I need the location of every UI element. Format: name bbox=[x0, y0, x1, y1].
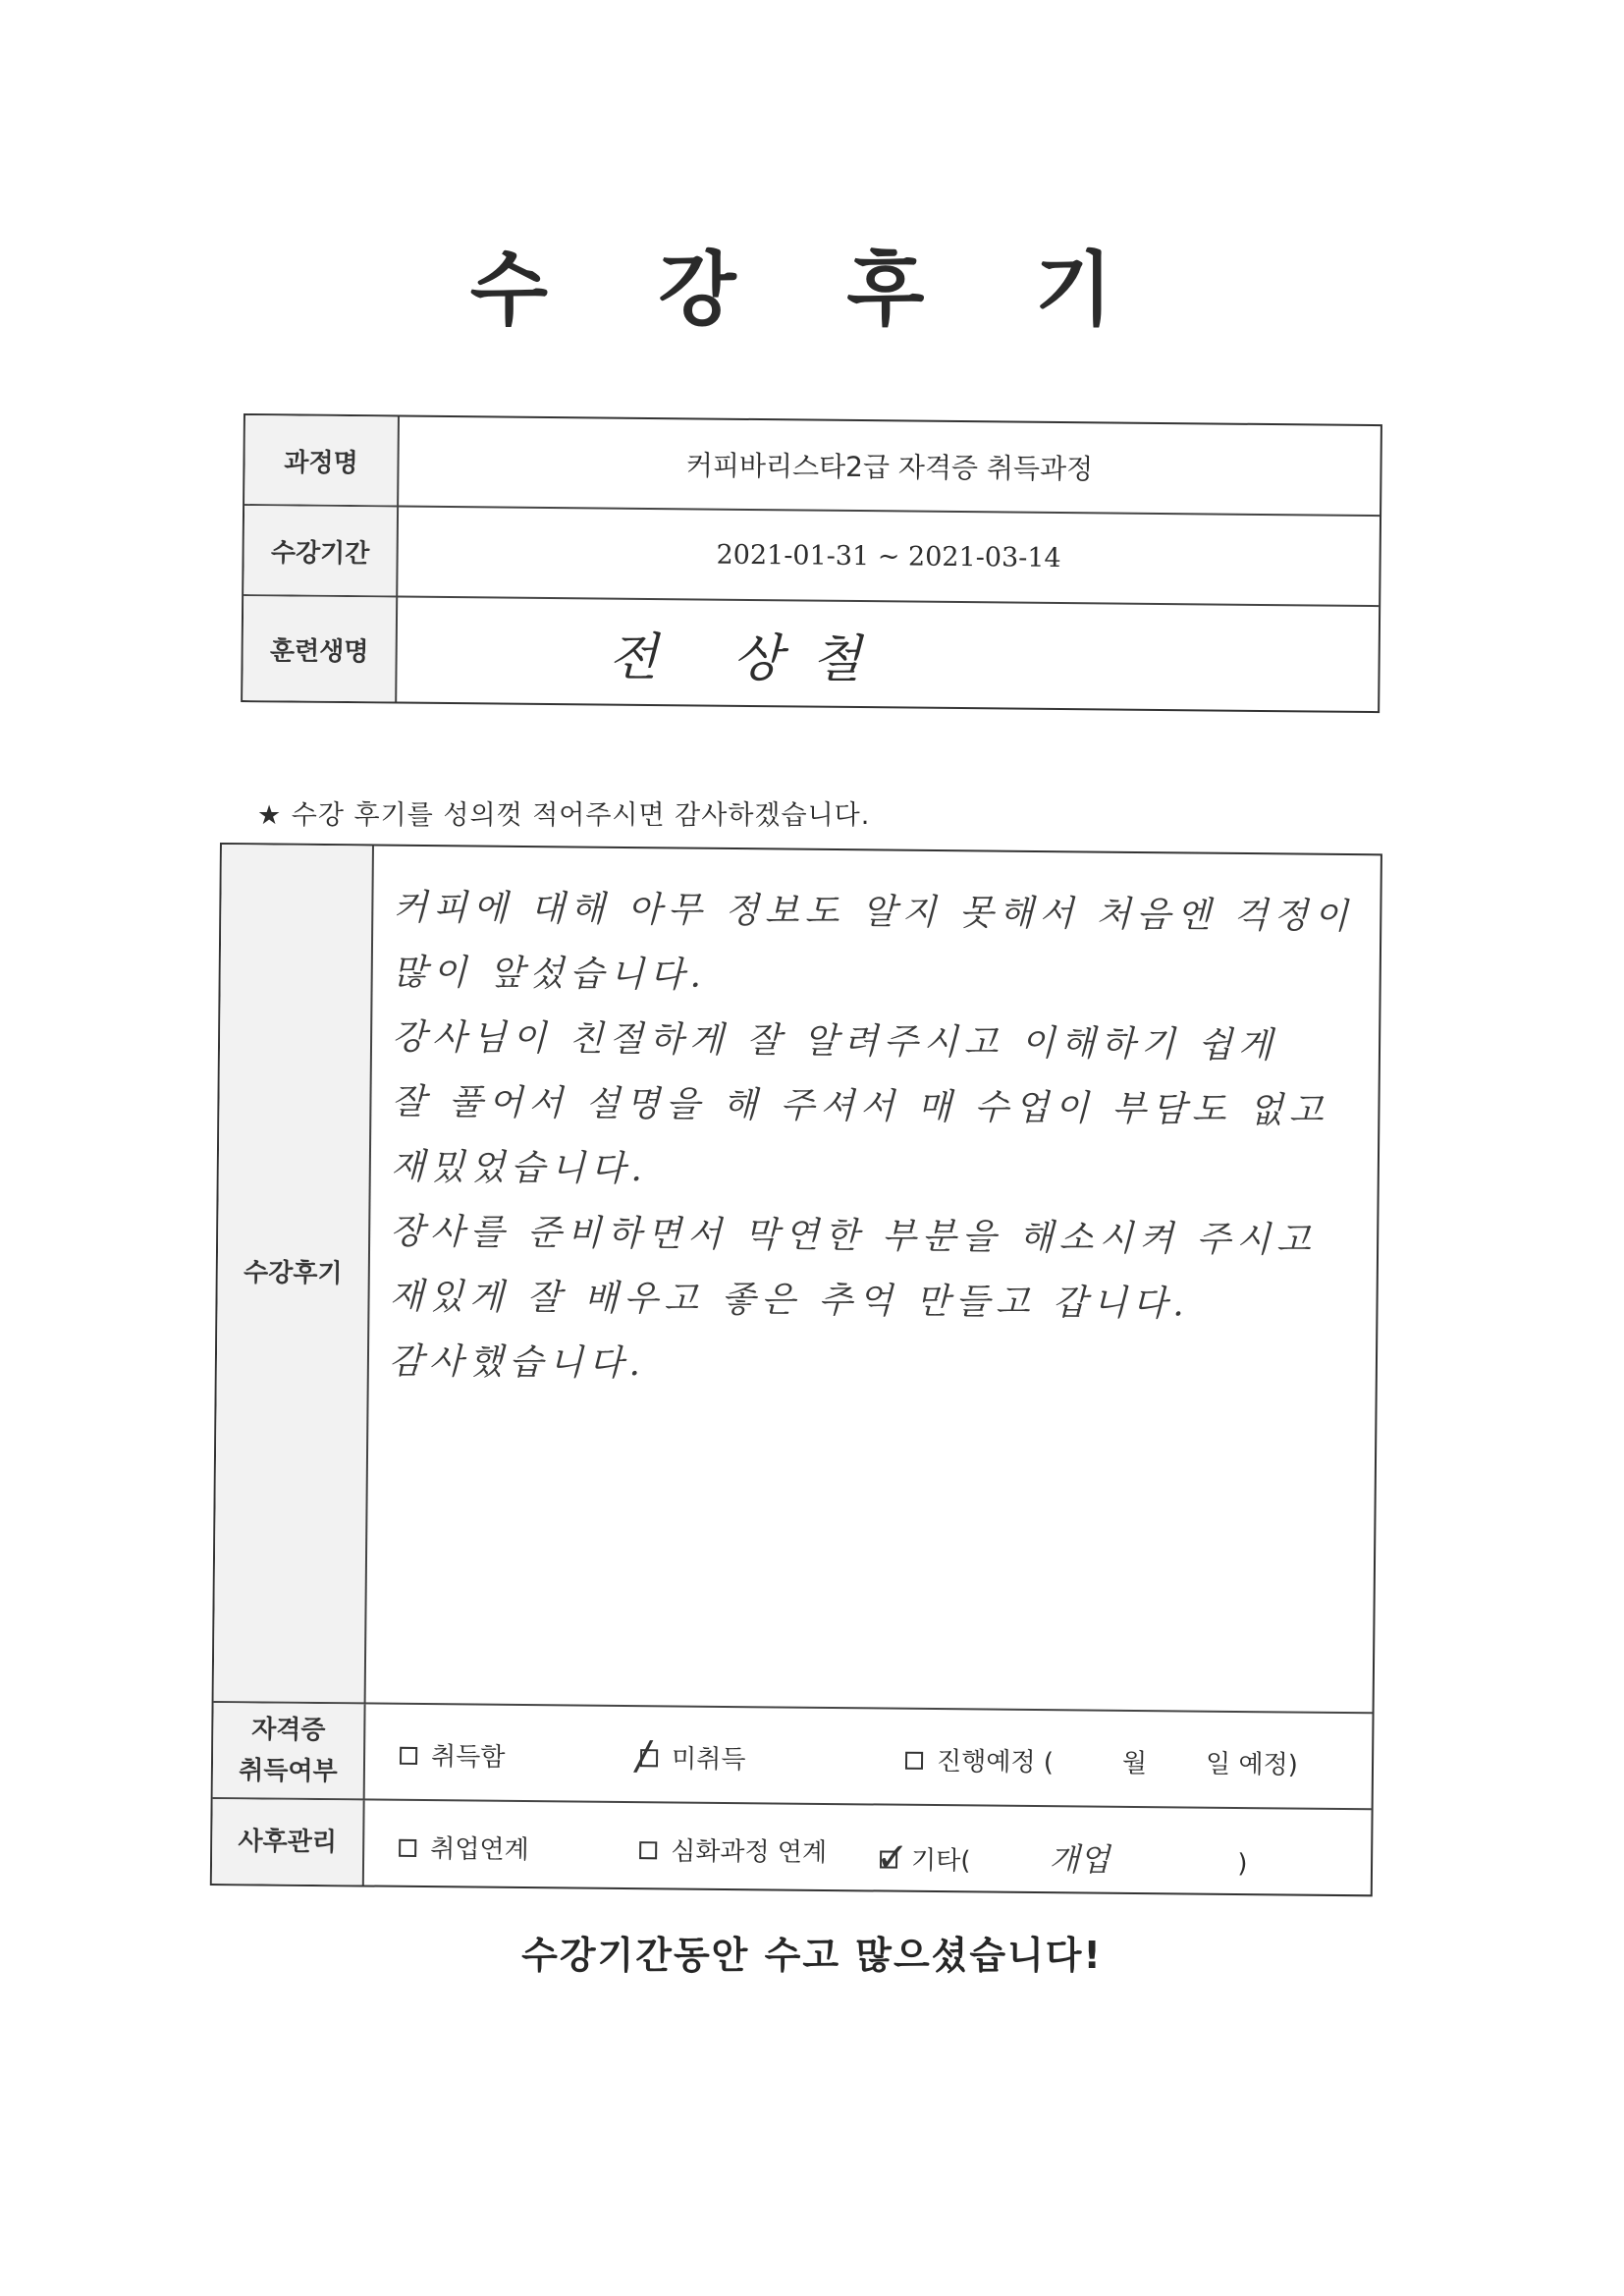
course-info-table bbox=[241, 413, 1382, 713]
cert-label-line2: 취득여부 bbox=[239, 1756, 338, 1787]
check-mark-icon: / bbox=[635, 1732, 650, 1778]
trainee-name-handwritten: 전 상철 bbox=[608, 628, 892, 689]
cert-label bbox=[213, 1703, 366, 1798]
review-line: 재있게 잘 배우고 좋은 추억 만들고 갑니다. bbox=[389, 1276, 1191, 1325]
aftercare-option-job[interactable]: 취업연계 bbox=[399, 1829, 529, 1866]
aftercare-label: 사후관리 bbox=[212, 1799, 365, 1885]
checkbox-icon[interactable] bbox=[400, 1746, 417, 1764]
cert-option-planned[interactable]: 진행예정 ( 월 일 예정) bbox=[905, 1741, 1298, 1781]
review-line: 재밌었습니다. bbox=[390, 1146, 649, 1190]
review-label: 수강후기 bbox=[214, 845, 374, 1702]
trainee-row bbox=[243, 596, 1379, 711]
period-value: 2021-01-31 ~ 2021-03-14 bbox=[716, 539, 1061, 574]
divider bbox=[214, 1701, 1373, 1714]
aftercare-option-other[interactable]: ✓ 기타( 개업 ) bbox=[875, 1833, 1248, 1881]
checkbox-icon[interactable] bbox=[875, 1833, 909, 1881]
aftercare-other-handwritten: 개업 bbox=[1049, 1840, 1110, 1879]
cert-option-acquired[interactable]: 취득함 bbox=[400, 1736, 506, 1774]
closing-message: 수강기간동안 수고 많으셨습니다! bbox=[521, 1934, 1103, 1977]
period-row bbox=[244, 506, 1380, 607]
review-line: 잘 풀어서 설명을 해 주셔서 매 수업이 부담도 없고 bbox=[391, 1081, 1329, 1131]
checkbox-icon[interactable] bbox=[635, 1732, 658, 1778]
aftercare-options bbox=[369, 1829, 1371, 1881]
course-value: 커피바리스타2급 자격증 취득과정 bbox=[685, 449, 1094, 486]
period-label: 수강기간 bbox=[244, 506, 399, 596]
document-title: 수 강 후 기 bbox=[469, 244, 1155, 337]
review-line: 많이 앞섰습니다. bbox=[392, 952, 708, 996]
checkbox-icon[interactable] bbox=[639, 1841, 657, 1859]
course-label: 과정명 bbox=[244, 415, 400, 506]
course-row bbox=[244, 415, 1380, 517]
cert-label-line1: 자격증 bbox=[250, 1715, 326, 1746]
review-line: 강사님이 친절하게 잘 알려주시고 이해하기 쉽게 bbox=[391, 1016, 1279, 1066]
review-line: 장사를 준비하면서 막연한 부분을 해소시켜 주시고 bbox=[390, 1211, 1317, 1261]
trainee-label: 훈련생명 bbox=[243, 596, 398, 702]
review-handwritten-text bbox=[388, 876, 1354, 1403]
review-line: 커피에 대해 아무 정보도 알지 못해서 처음엔 걱정이 bbox=[393, 887, 1354, 938]
divider bbox=[213, 1797, 1372, 1810]
review-line: 감사했습니다. bbox=[388, 1340, 647, 1385]
instruction-note: ★ 수강 후기를 성의껏 적어주시면 감사하겠습니다. bbox=[257, 800, 871, 831]
cert-option-not-acquired[interactable]: / 미취득 bbox=[635, 1732, 746, 1778]
cert-options bbox=[370, 1732, 1372, 1780]
check-mark-icon: ✓ bbox=[875, 1833, 909, 1881]
aftercare-option-advanced[interactable]: 심화과정 연계 bbox=[639, 1831, 827, 1869]
checkbox-icon[interactable] bbox=[905, 1751, 923, 1769]
review-table bbox=[210, 843, 1382, 1896]
checkbox-icon[interactable] bbox=[399, 1838, 416, 1856]
